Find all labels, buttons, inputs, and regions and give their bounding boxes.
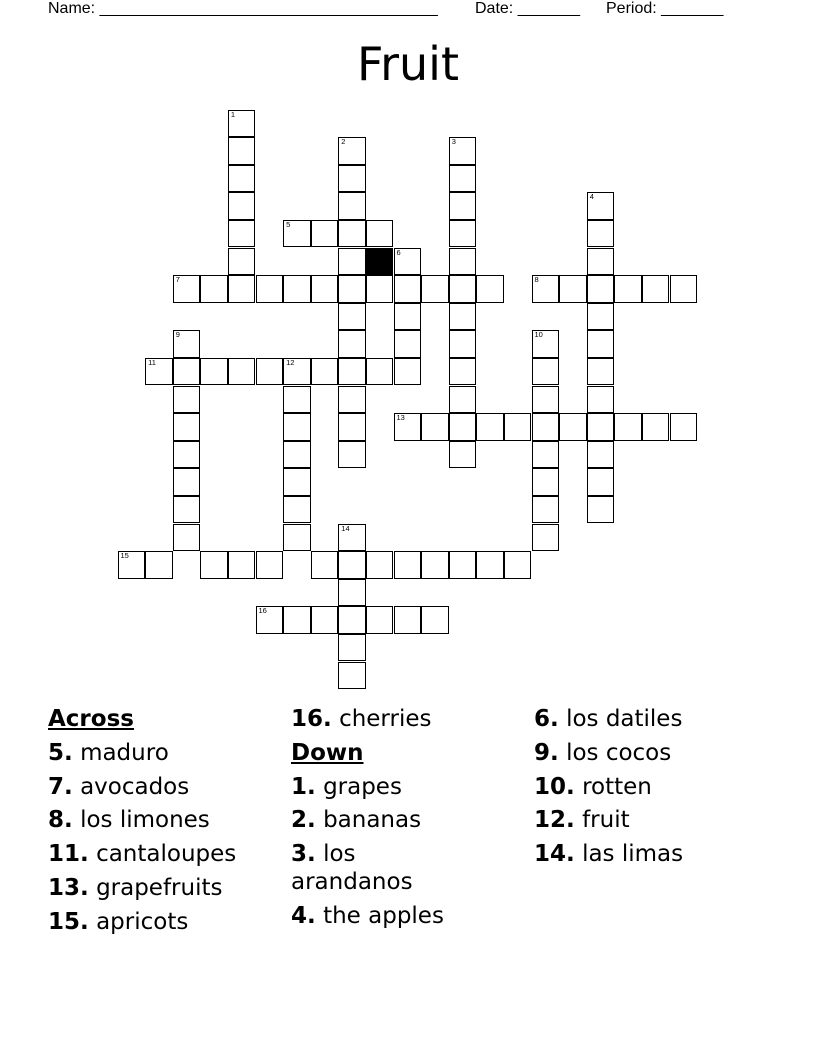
grid-cell[interactable]: [394, 551, 422, 579]
grid-cell[interactable]: [394, 606, 422, 634]
grid-cell[interactable]: [283, 275, 311, 303]
grid-cell[interactable]: [614, 275, 642, 303]
grid-cell[interactable]: [228, 275, 256, 303]
grid-cell[interactable]: [173, 468, 201, 496]
grid-cell[interactable]: [587, 358, 615, 386]
grid-cell[interactable]: [449, 275, 477, 303]
grid-cell[interactable]: [587, 303, 615, 331]
grid-cell[interactable]: [338, 606, 366, 634]
grid-cell[interactable]: [173, 441, 201, 469]
grid-cell[interactable]: [449, 358, 477, 386]
grid-cell[interactable]: [587, 275, 615, 303]
grid-cell[interactable]: [283, 413, 311, 441]
clues-column-3: [534, 703, 683, 872]
grid-cell[interactable]: [228, 165, 256, 193]
grid-cell[interactable]: [338, 358, 366, 386]
across-heading: Across: [48, 706, 134, 732]
grid-cell[interactable]: [587, 496, 615, 524]
grid-cell[interactable]: [283, 606, 311, 634]
grid-cell[interactable]: [256, 275, 284, 303]
clue-down-14: 14. las limas: [534, 841, 684, 868]
grid-cell[interactable]: [532, 441, 560, 469]
grid-cell[interactable]: [449, 441, 477, 469]
grid-cell[interactable]: [532, 358, 560, 386]
grid-black-cell: [366, 248, 394, 276]
clue-down-9: 9. los cocos: [534, 739, 672, 766]
clue-across-7: 7. avocados: [48, 773, 190, 800]
grid-cell[interactable]: [587, 248, 615, 276]
clue-across-16: 16. cherries: [291, 706, 432, 732]
grid-cell[interactable]: [449, 248, 477, 276]
grid-cell[interactable]: [256, 551, 284, 579]
grid-cell[interactable]: [338, 303, 366, 331]
grid-cell[interactable]: [642, 413, 670, 441]
clue-number: 1: [230, 109, 236, 119]
date-field-label: Date: _______: [475, 0, 580, 17]
grid-cell-6[interactable]: [394, 248, 422, 276]
name-field-label: Name: ______________________________________: [48, 0, 438, 17]
grid-cell[interactable]: [338, 662, 366, 690]
grid-cell[interactable]: [587, 220, 615, 248]
clue-number: 7: [175, 275, 180, 285]
clue-number: 5: [286, 219, 291, 229]
clue-across-13: 13. grapefruits: [48, 874, 223, 901]
grid-cell[interactable]: [311, 275, 339, 303]
clue-number: 4: [589, 192, 594, 202]
grid-cell[interactable]: [228, 248, 256, 276]
down-heading: Down: [291, 739, 364, 766]
grid-cell-9[interactable]: [173, 330, 201, 358]
grid-cell[interactable]: [504, 551, 532, 579]
clue-across-15: 15. apricots: [48, 908, 189, 935]
clue-down-3: 3. los arandanos: [291, 841, 413, 896]
grid-cell[interactable]: [532, 386, 560, 414]
grid-cell[interactable]: [173, 524, 201, 552]
clue-down-10: 10. rotten: [534, 773, 652, 800]
page-title: Fruit: [357, 37, 459, 91]
grid-cell-1[interactable]: [228, 110, 256, 138]
clues-column-2: [291, 703, 521, 934]
grid-cell[interactable]: [338, 248, 366, 276]
grid-cell[interactable]: [366, 220, 394, 248]
grid-cell[interactable]: [228, 551, 256, 579]
grid-cell[interactable]: [670, 413, 698, 441]
grid-cell[interactable]: [670, 275, 698, 303]
grid-cell[interactable]: [421, 606, 449, 634]
grid-cell[interactable]: [200, 358, 228, 386]
grid-cell[interactable]: [173, 358, 201, 386]
grid-cell[interactable]: [338, 192, 366, 220]
grid-cell[interactable]: [587, 413, 615, 441]
grid-cell[interactable]: [587, 441, 615, 469]
grid-cell[interactable]: [256, 358, 284, 386]
grid-cell[interactable]: [449, 192, 477, 220]
grid-cell-14[interactable]: [338, 524, 366, 552]
grid-cell[interactable]: [449, 386, 477, 414]
grid-cell-4[interactable]: [587, 192, 615, 220]
clue-down-1: 1. grapes: [291, 773, 402, 800]
grid-cell[interactable]: [504, 413, 532, 441]
grid-cell[interactable]: [173, 496, 201, 524]
grid-cell[interactable]: [338, 634, 366, 662]
grid-cell[interactable]: [559, 413, 587, 441]
clue-number: 9: [175, 330, 180, 340]
clue-number: 8: [534, 275, 539, 285]
clue-number: 12: [286, 357, 295, 367]
grid-cell[interactable]: [449, 165, 477, 193]
grid-cell[interactable]: [642, 275, 670, 303]
clue-across-5: 5. maduro: [48, 739, 169, 766]
clue-number: 2: [341, 137, 346, 147]
grid-cell[interactable]: [338, 275, 366, 303]
grid-cell[interactable]: [200, 275, 228, 303]
grid-cell[interactable]: [476, 551, 504, 579]
clue-number: 11: [148, 357, 156, 367]
grid-cell[interactable]: [228, 220, 256, 248]
clue-across-11: 11. cantaloupes: [48, 841, 237, 868]
grid-cell[interactable]: [173, 386, 201, 414]
grid-cell[interactable]: [145, 551, 173, 579]
grid-cell[interactable]: [476, 413, 504, 441]
grid-cell[interactable]: [228, 192, 256, 220]
clue-number: 6: [396, 247, 401, 257]
grid-cell[interactable]: [449, 551, 477, 579]
clues-column-1: [48, 703, 236, 940]
grid-cell-13[interactable]: [394, 413, 422, 441]
clue-number: 15: [120, 551, 129, 561]
grid-cell[interactable]: [366, 606, 394, 634]
grid-cell[interactable]: [476, 275, 504, 303]
clue-across-8: 8. los limones: [48, 807, 210, 834]
grid-cell[interactable]: [311, 358, 339, 386]
grid-cell-11[interactable]: [145, 358, 173, 386]
clue-number: 16: [258, 606, 267, 616]
clue-number: 14: [341, 523, 350, 533]
grid-cell[interactable]: [338, 441, 366, 469]
grid-cell-12[interactable]: [283, 358, 311, 386]
grid-cell[interactable]: [532, 468, 560, 496]
grid-cell[interactable]: [532, 524, 560, 552]
grid-cell[interactable]: [311, 606, 339, 634]
grid-cell[interactable]: [283, 441, 311, 469]
clue-down-2: 2. bananas: [291, 807, 422, 834]
clue-number: 3: [451, 137, 456, 147]
grid-cell[interactable]: [311, 220, 339, 248]
grid-cell[interactable]: [283, 386, 311, 414]
grid-cell[interactable]: [449, 220, 477, 248]
grid-cell[interactable]: [366, 275, 394, 303]
clue-number: 13: [396, 413, 405, 423]
grid-cell[interactable]: [394, 275, 422, 303]
period-field-label: Period: _______: [606, 0, 724, 17]
grid-cell[interactable]: [338, 551, 366, 579]
grid-cell[interactable]: [587, 386, 615, 414]
grid-cell[interactable]: [449, 303, 477, 331]
grid-cell[interactable]: [200, 551, 228, 579]
grid-cell[interactable]: [283, 468, 311, 496]
grid-cell[interactable]: [338, 579, 366, 607]
grid-cell-16[interactable]: [256, 606, 284, 634]
grid-cell[interactable]: [311, 551, 339, 579]
grid-cell[interactable]: [532, 413, 560, 441]
grid-cell[interactable]: [421, 275, 449, 303]
grid-cell[interactable]: [614, 413, 642, 441]
grid-cell[interactable]: [394, 358, 422, 386]
grid-cell-5[interactable]: [283, 220, 311, 248]
grid-cell-8[interactable]: [532, 275, 560, 303]
grid-cell-10[interactable]: [532, 330, 560, 358]
grid-cell[interactable]: [338, 165, 366, 193]
grid-cell[interactable]: [394, 303, 422, 331]
grid-cell[interactable]: [228, 358, 256, 386]
clue-number: 10: [534, 330, 543, 340]
grid-cell[interactable]: [366, 358, 394, 386]
clue-down-12: 12. fruit: [534, 807, 630, 834]
grid-cell[interactable]: [421, 551, 449, 579]
clue-down-6: 6. los datiles: [534, 706, 683, 732]
grid-cell[interactable]: [532, 496, 560, 524]
grid-cell[interactable]: [366, 551, 394, 579]
grid-cell[interactable]: [338, 386, 366, 414]
grid-cell[interactable]: [449, 413, 477, 441]
grid-cell[interactable]: [338, 330, 366, 358]
grid-cell[interactable]: [587, 468, 615, 496]
grid-cell[interactable]: [394, 330, 422, 358]
grid-cell[interactable]: [173, 413, 201, 441]
grid-cell[interactable]: [449, 330, 477, 358]
grid-cell[interactable]: [283, 496, 311, 524]
clue-down-4: 4. the apples: [291, 903, 444, 930]
grid-cell-7[interactable]: [173, 275, 201, 303]
grid-cell[interactable]: [559, 275, 587, 303]
grid-cell[interactable]: [587, 330, 615, 358]
grid-cell[interactable]: [338, 220, 366, 248]
grid-cell-3[interactable]: [449, 137, 477, 165]
grid-cell-2[interactable]: [338, 137, 366, 165]
grid-cell[interactable]: [283, 524, 311, 552]
grid-cell[interactable]: [421, 413, 449, 441]
grid-cell[interactable]: [228, 137, 256, 165]
grid-cell-15[interactable]: [118, 551, 146, 579]
grid-cell[interactable]: [338, 413, 366, 441]
